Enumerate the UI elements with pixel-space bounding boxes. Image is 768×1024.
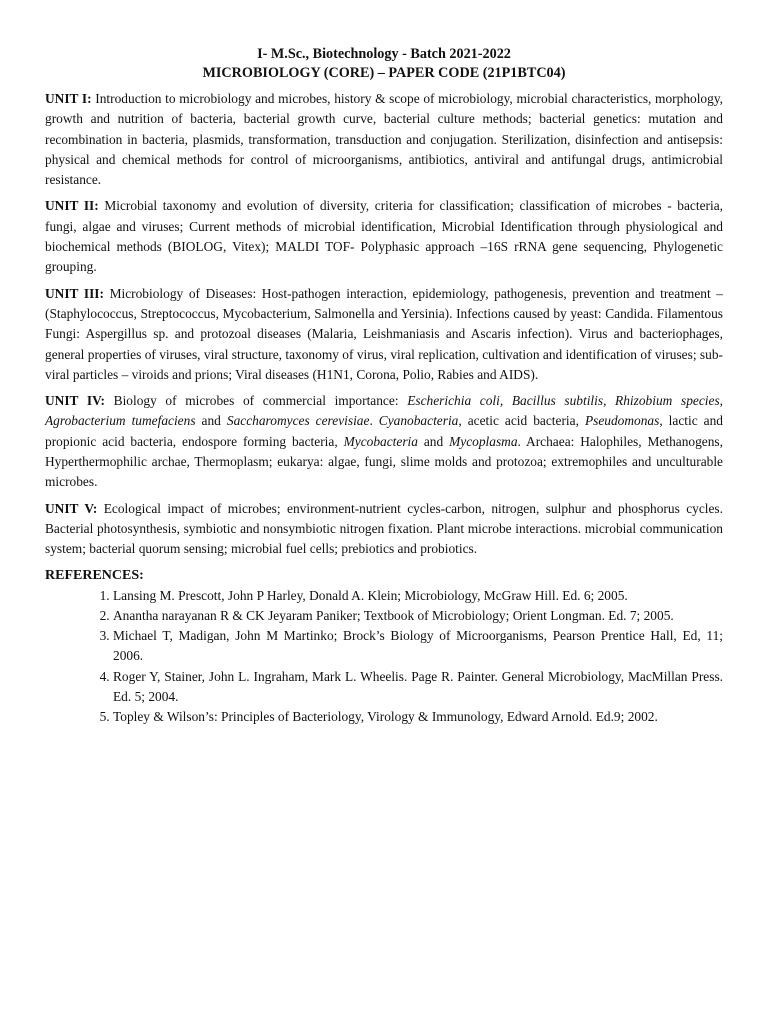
unit-text-segment: and (417, 433, 450, 449)
unit-text-italic: Mycoplasma (449, 433, 518, 449)
unit-label: UNIT V: (45, 500, 98, 516)
references-heading: REFERENCES: (45, 567, 144, 583)
reference-item: 1. Lansing M. Prescott, John P Harley, Donald A. Klein; Microbiology, McGraw Hill. Ed. 6; 2005. (113, 586, 723, 606)
unit-text-italic: Saccharomyces cerevisiae (226, 413, 370, 429)
unit-text-segment: . (369, 413, 379, 429)
reference-item: 2. Anantha narayanan R & CK Jeyaram Paniker; Textbook of Microbiology; Orient Longman. Ed. 7; 2005. (113, 606, 723, 626)
unit-text-segment: , lactic and propionic acid bacteria, endospore forming bacteria, (45, 413, 723, 449)
unit-label: UNIT II: (45, 198, 99, 214)
unit-text-segment: , acetic acid bacteria, (458, 413, 585, 429)
unit-text-segment: and (195, 413, 227, 429)
unit-label: UNIT IV: (45, 393, 105, 409)
unit-1 (45, 89, 723, 190)
unit-text-italic: Cyanobacteria (378, 413, 459, 429)
unit-5 (45, 499, 723, 560)
unit-text-italic: Pseudomonas (584, 413, 660, 429)
unit-text-segment: Biology of microbes of commercial importance: (105, 393, 408, 409)
paper-title: MICROBIOLOGY (CORE) – PAPER CODE (21P1BTC04) (202, 65, 566, 81)
unit-4 (45, 391, 723, 492)
reference-item: 4. Roger Y, Stainer, John L. Ingraham, Mark L. Wheelis. Page R. Painter. General Microbiology, MacMillan Press. Ed. 5; 2004. (113, 667, 723, 708)
reference-item: 3. Michael T, Madigan, John M Martinko; Brock’s Biology of Microorganisms, Pearson Prentice Hall, Ed, 11; 2006. (113, 626, 723, 667)
course-title: I- M.Sc., Biotechnology - Batch 2021-2022 (257, 46, 511, 62)
unit-text: Microbiology of Diseases: Host-pathogen interaction, epidemiology, pathogenesis, prevention and treatment – (Staphylococcus, Streptococcus, Mycobacterium, Salmonella and Yersinia). Infections caused by yeast: Candida. Filamentous Fungi: Aspergillus sp. and protozoal diseases (Malaria, Leishmaniasis and Ascaris infection). Virus and bacteriophages, general properties of viruses, viral structure, taxonomy of virus, viral replication, cultivation and identification of viruses; sub-viral particles – viroids and prions; Viral diseases (H1N1, Corona, Polio, Rabies and AIDS). (45, 285, 723, 382)
unit-text-italic: Mycobacteria (343, 433, 418, 449)
unit-text: Ecological impact of microbes; environment-nutrient cycles-carbon, nitrogen, sulphur and phosphorus cycles. Bacterial photosynthesis, symbiotic and nonsymbiotic nitrogen fixation. Plant microbe interactions. microbial communication system; bacterial quorum sensing; microbial fuel cells; prebiotics and probiotics. (45, 500, 723, 557)
unit-text-segment: . Archaea: Halophiles, Methanogens, Hyperthermophilic archae, Thermoplasm; eukarya: algae, fungi, slime molds and protozoa; extremophiles and unculturable microbes. (45, 433, 723, 490)
unit-text: Introduction to microbiology and microbes, history & scope of microbiology, microbial characteristics, morphology, growth and nutrition of bacteria, bacterial growth curve, bacterial culture methods; bacterial genetics: mutation and recombination in bacteria, plasmids, transformation, transduction and conjugation. Sterilization, disinfection and antisepsis: physical and chemical methods for control of microorganisms, antibiotics, antiviral and antifungal drugs, antimicrobial resistance. (45, 91, 723, 188)
unit-3 (45, 284, 723, 385)
unit-label: UNIT I: (45, 91, 92, 106)
unit-2 (45, 196, 723, 277)
unit-text: Microbial taxonomy and evolution of diversity, criteria for classification; classification of microbes - bacteria, fungi, algae and viruses; Current methods of microbial identification, Microbial Identification through physiological and biochemical methods (BIOLOG, Vitex); MALDI TOF- Polyphasic approach –16S rRNA gene sequencing, Phylogenetic grouping. (45, 198, 723, 275)
references-list (45, 586, 723, 728)
reference-item: 5. Topley & Wilson’s: Principles of Bacteriology, Virology & Immunology, Edward Arnold. Ed.9; 2002. (113, 707, 723, 727)
unit-label: UNIT III: (45, 285, 104, 301)
unit-text-italic: Escherichia coli, Bacillus subtilis, Rhizobium species, Agrobacterium tumefaciens (45, 393, 723, 429)
